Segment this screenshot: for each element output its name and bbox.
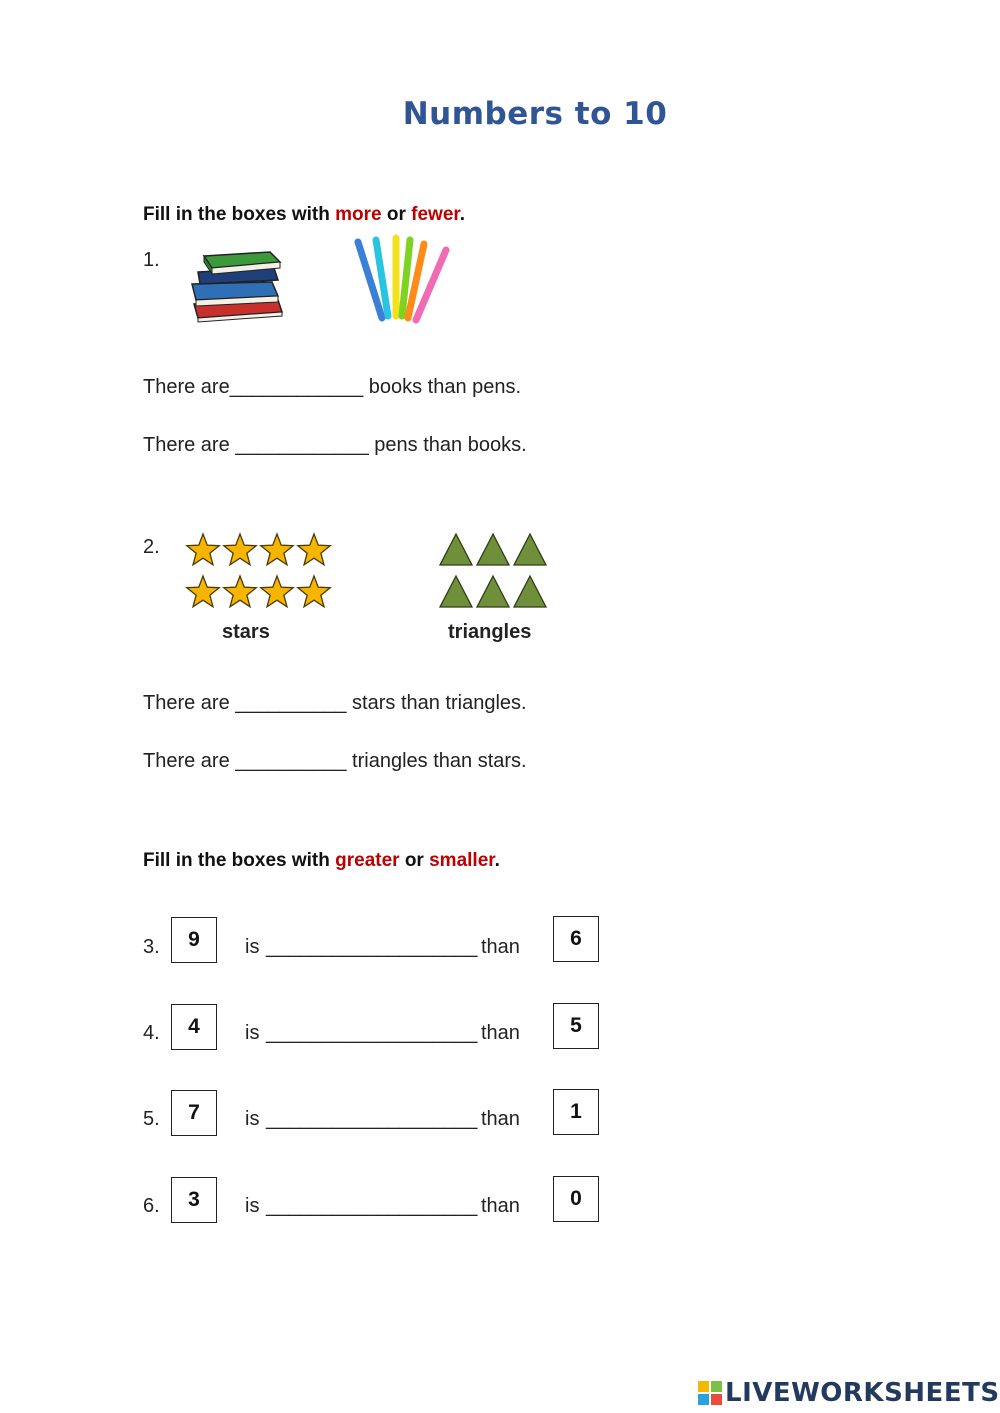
q2-sentence-1: There are __________ stars than triangles. xyxy=(143,692,527,714)
star-icon xyxy=(298,576,330,607)
page-title: Numbers to 10 xyxy=(402,96,668,132)
instruction-text: Fill in the boxes with xyxy=(143,204,336,225)
comparison-row xyxy=(0,1003,1000,1093)
triangles-group xyxy=(438,530,548,612)
question-number: 3. xyxy=(143,936,160,958)
option-greater: greater xyxy=(335,850,400,871)
comparison-row xyxy=(0,1089,1000,1179)
right-number-box: 6 xyxy=(553,916,599,962)
is-label: is xyxy=(245,1195,260,1217)
is-label: is xyxy=(245,1108,260,1130)
books-stack-image xyxy=(186,246,290,330)
right-number-box: 1 xyxy=(553,1089,599,1135)
than-label: than xyxy=(481,936,520,958)
triangle-icon xyxy=(514,576,546,607)
option-fewer: fewer xyxy=(411,204,460,225)
left-number-box: 4 xyxy=(171,1004,217,1050)
triangle-icon xyxy=(477,576,509,607)
instruction-suffix: . xyxy=(494,850,500,871)
liveworksheets-logo xyxy=(698,1378,1000,1408)
triangle-icon xyxy=(514,534,546,565)
q1-sentence-2: There are ____________ pens than books. xyxy=(143,434,527,456)
question-number: 4. xyxy=(143,1022,160,1044)
logo-text: LIVEWORKSHEETS xyxy=(725,1378,1000,1408)
is-label: is xyxy=(245,936,260,958)
pens-image xyxy=(350,234,454,326)
option-more: more xyxy=(335,204,382,225)
triangles-label: triangles xyxy=(448,621,532,643)
left-number-box: 7 xyxy=(171,1090,217,1136)
right-number-box: 5 xyxy=(553,1003,599,1049)
stars-group xyxy=(184,530,334,612)
triangle-icon xyxy=(477,534,509,565)
instruction-connector: or xyxy=(399,850,430,871)
left-number-box: 9 xyxy=(171,917,217,963)
question-number: 5. xyxy=(143,1108,160,1130)
instruction-greater-smaller xyxy=(143,850,500,872)
answer-blank[interactable]: ___________________ xyxy=(266,1108,478,1130)
star-icon xyxy=(224,576,256,607)
instruction-text: Fill in the boxes with xyxy=(143,850,336,871)
right-number-box: 0 xyxy=(553,1176,599,1222)
book-blue xyxy=(192,282,278,306)
answer-blank[interactable]: ___________________ xyxy=(266,936,478,958)
than-label: than xyxy=(481,1108,520,1130)
than-label: than xyxy=(481,1195,520,1217)
is-label: is xyxy=(245,1022,260,1044)
star-icon xyxy=(261,534,293,565)
option-smaller: smaller xyxy=(429,850,495,871)
instruction-connector: or xyxy=(381,204,412,225)
instruction-more-fewer xyxy=(143,204,465,226)
comparison-row xyxy=(0,916,1000,1006)
star-icon xyxy=(187,534,219,565)
comparison-row xyxy=(0,1176,1000,1266)
question-number: 6. xyxy=(143,1195,160,1217)
triangle-icon xyxy=(440,576,472,607)
answer-blank[interactable]: ___________________ xyxy=(266,1022,478,1044)
logo-icon xyxy=(698,1381,722,1405)
q2-sentence-2: There are __________ triangles than stars. xyxy=(143,750,527,772)
triangle-icon xyxy=(440,534,472,565)
star-icon xyxy=(298,534,330,565)
than-label: than xyxy=(481,1022,520,1044)
answer-blank[interactable]: ___________________ xyxy=(266,1195,478,1217)
question-number-2: 2. xyxy=(143,536,160,558)
q1-sentence-1: There are____________ books than pens. xyxy=(143,376,522,398)
star-icon xyxy=(224,534,256,565)
star-icon xyxy=(261,576,293,607)
instruction-suffix: . xyxy=(459,204,466,225)
question-number-1: 1. xyxy=(143,249,160,271)
stars-label: stars xyxy=(222,621,270,643)
star-icon xyxy=(187,576,219,607)
left-number-box: 3 xyxy=(171,1177,217,1223)
